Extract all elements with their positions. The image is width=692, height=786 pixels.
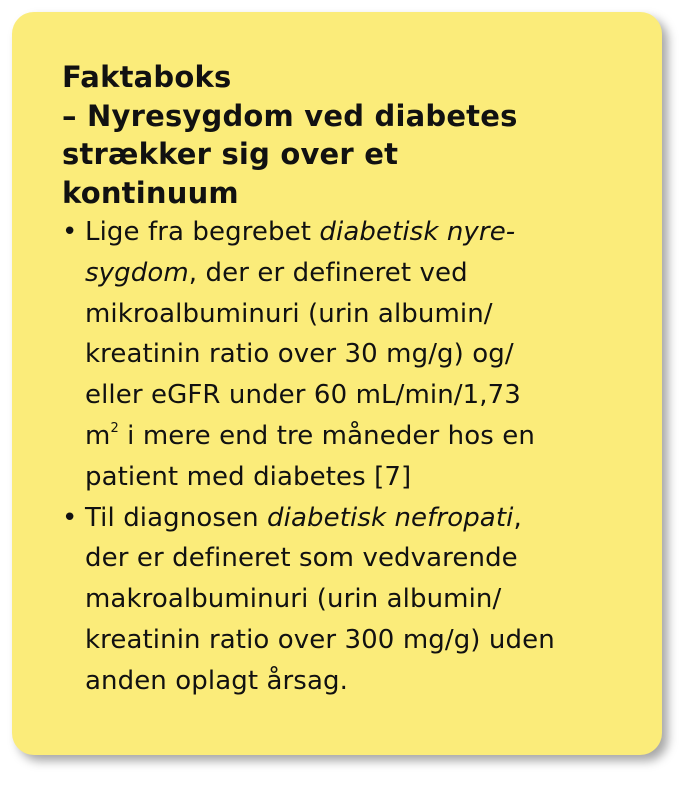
text-line: der er defineret som vedvarende (85, 543, 518, 574)
title-line: strækker sig over et (62, 137, 399, 171)
bullet-icon: • (62, 502, 78, 533)
bullet-icon: • (62, 217, 78, 247)
fact-box-title (62, 58, 622, 212)
text-line: makroalbuminuri (urin albumin/ (85, 584, 502, 615)
text-line: sygdom, der er defineret ved (85, 257, 468, 288)
title-line: – Nyresygdom ved diabetes (62, 98, 518, 133)
text-line: Til diagnosen diabetisk nefropati, (85, 502, 522, 533)
text-line: patient med diabetes [7] (85, 461, 412, 492)
text-line: Lige fra begrebet diabetisk nyre- (85, 217, 516, 247)
superscript: 2 (110, 420, 119, 436)
text-line: kreatinin ratio over 300 mg/g) uden (85, 624, 555, 655)
text-line: anden oplagt årsag. (85, 665, 348, 696)
term-emphasis: sygdom (85, 257, 189, 288)
text-line: $m^2$ i mere end tre måneder hos en (85, 420, 535, 451)
bullet-list (62, 212, 622, 702)
bullet-item-diabetic-nephropathy (62, 498, 622, 702)
text-line: kreatinin ratio over 30 mg/g) og/ (85, 339, 514, 370)
title-line: kontinuum (62, 175, 239, 210)
title-line: Faktaboks (62, 60, 232, 94)
term-emphasis: diabetisk nyre- (319, 217, 516, 247)
term-emphasis: diabetisk nefropati (267, 502, 514, 533)
text-line: eller eGFR under 60 mL/min/1,73 (85, 380, 521, 411)
bullet-item-diabetic-kidney-disease (62, 212, 622, 498)
fact-box (12, 12, 662, 755)
text-line: mikroalbuminuri (urin albumin/ (85, 298, 493, 329)
